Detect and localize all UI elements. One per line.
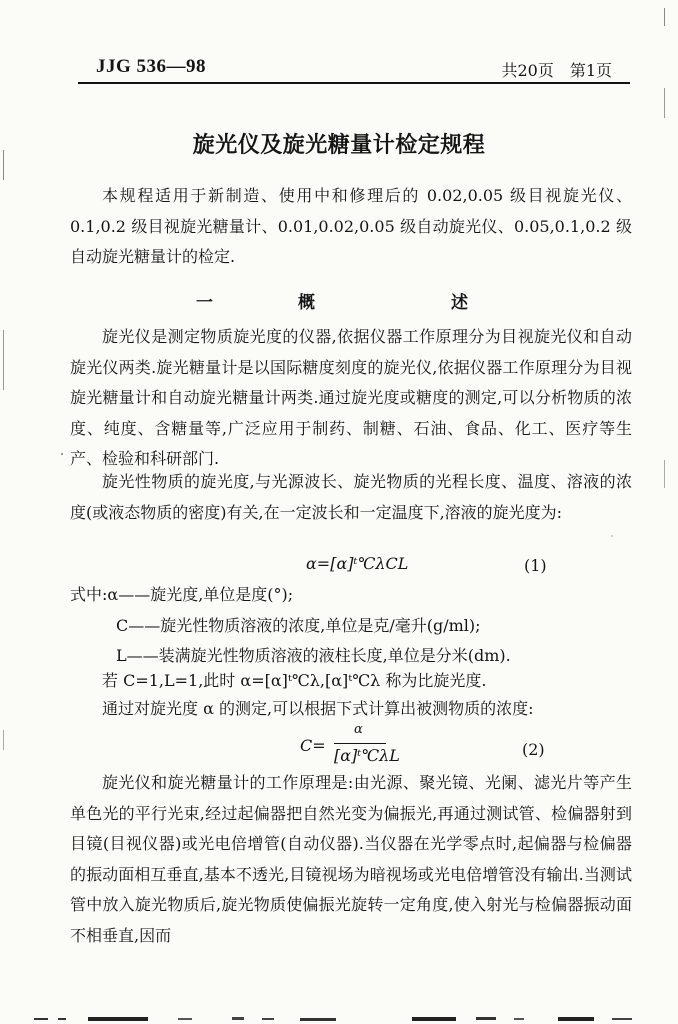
equation-2-numerator: α [354,722,363,737]
page-header [78,52,630,88]
scan-bottom-edge [0,1008,678,1024]
document-title: 旋光仪及旋光糖量计检定规程 [192,133,486,158]
page-count: 共20页 第1页 [501,61,612,80]
overview-paragraph-2: 旋光性物质的旋光度,与光源波长、旋光物质的光程长度、温度、溶液的浓度(或液态物质的密度)有关,在一定波长和一定温度下,溶液的旋光度为: [70,472,632,522]
definition-c: C——旋光性物质溶液的浓度,单位是克/毫升(g/ml); [116,616,481,635]
equation-2-lhs: C= [300,736,326,755]
concentration-lead-in: 通过对旋光度 α 的测定,可以根据下式计算出被测物质的浓度: [102,699,534,718]
working-principle-paragraph: 旋光仪和旋光糖量计的工作原理是:由光源、聚光镜、光阑、滤光片等产生单色光的平行光束,经过起偏器把自然光变为偏振光,再通过测试管、检偏器射到目镜(目视仪器)或光电倍增管(自动仪器).当仪器在光学零点时,起偏器与检偏器的振动面相互垂直,基本不透光,目镜视场为暗视场或光电倍增管没有输出.当测试管中放入旋光物质后,旋光物质使偏振光旋转一定角度,使入射光与检偏器振动面不相垂直,因而 [70,773,632,945]
equation-2-denominator: [α]ᵗ℃λL [334,746,400,765]
equation-1: α=[α]ᵗ℃λCL [306,554,409,573]
equation-2-number: (2) [522,740,545,759]
definition-alpha: 式中:α——旋光度,单位是度(°); [70,585,294,604]
specific-rotation-note: 若 C=1,L=1,此时 α=[α]ᵗ℃λ,[α]ᵗ℃λ 称为比旋光度. [102,671,487,690]
intro-paragraph: 本规程适用于新制造、使用中和修理后的 0.02,0.05 级目视旋光仪、0.1,0.2 级目视旋光糖量计、0.01,0.02,0.05 级自动旋光仪、0.05,0.1,0.2 级自动旋光糖量计的检定. [70,186,632,266]
standard-code: JJG 536—98 [96,56,207,77]
header-rule [78,82,630,84]
section-heading: 一 概 述 [196,293,502,313]
equation-1-number: (1) [524,556,547,575]
fraction-bar [334,743,386,744]
definition-l: L——装满旋光性物质溶液的液柱长度,单位是分米(dm). [116,646,511,665]
overview-paragraph-1: 旋光仪是测定物质旋光度的仪器,依据仪器工作原理分为目视旋光仪和自动旋光仪两类.旋光糖量计是以国际糖度刻度的旋光仪,依据仪器工作原理分为目视旋光糖量计和自动旋光糖量计两类.通过旋光度或糖度的测定,可以分析物质的浓度、纯度、含糖量等,广泛应用于制药、制糖、石油、食品、化工、医疗等生产、检验和科研部门. [70,327,632,468]
